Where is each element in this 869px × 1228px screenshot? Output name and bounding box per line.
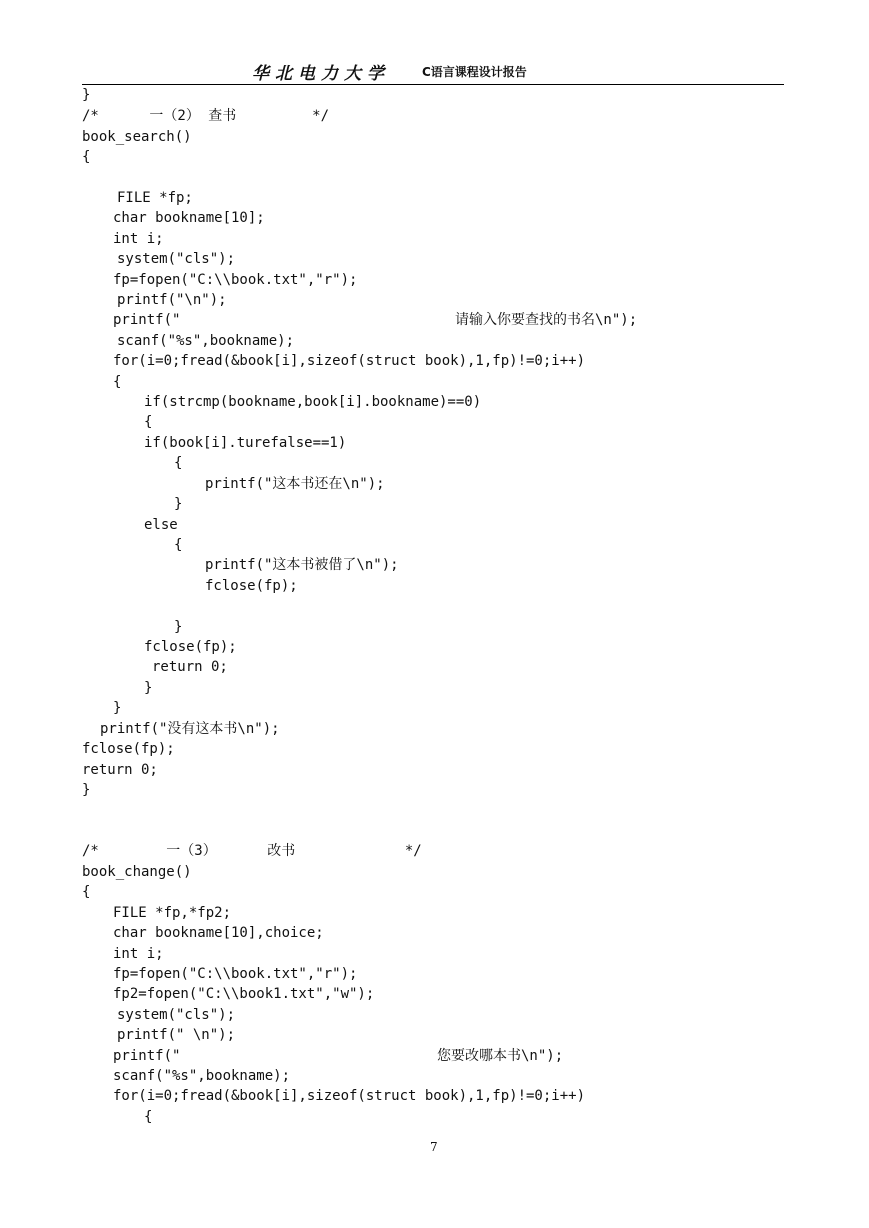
code-line: int i;	[113, 946, 164, 962]
code-line: printf("	[113, 1048, 181, 1064]
code-line: {	[82, 149, 91, 165]
code-line-cont: 请输入你要查找的书名\n");	[455, 312, 638, 328]
code-line: }	[144, 680, 153, 696]
code-line: book_change()	[82, 864, 192, 880]
code-line: printf(" \n");	[117, 1027, 236, 1043]
code-line: printf("没有这本书\n");	[100, 721, 280, 737]
code-line: fclose(fp);	[82, 741, 175, 757]
code-line: /* 一（2） 查书 */	[82, 108, 330, 124]
code-line: int i;	[113, 231, 164, 247]
code-line: fp2=fopen("C:\\book1.txt","w");	[113, 986, 375, 1002]
code-line: char bookname[10];	[113, 210, 265, 226]
code-line: book_search()	[82, 129, 192, 145]
code-line: for(i=0;fread(&book[i],sizeof(struct book),1,fp)!=0;i++)	[113, 1088, 586, 1104]
code-line: char bookname[10],choice;	[113, 925, 324, 941]
code-line: }	[174, 619, 183, 635]
code-line: scanf("%s",bookname);	[117, 333, 295, 349]
code-line: if(book[i].turefalse==1)	[144, 435, 347, 451]
code-line: printf("	[113, 312, 181, 328]
code-line: }	[174, 496, 183, 512]
code-line: }	[113, 700, 122, 716]
report-title: C语言课程设计报告	[422, 65, 527, 79]
code-line-cont: 您要改哪本书\n");	[437, 1048, 564, 1064]
code-line: for(i=0;fread(&book[i],sizeof(struct book),1,fp)!=0;i++)	[113, 353, 586, 369]
code-line: printf("这本书被借了\n");	[205, 557, 399, 573]
code-line: FILE *fp,*fp2;	[113, 905, 232, 921]
page-header	[82, 55, 784, 85]
code-line: {	[174, 537, 183, 553]
code-line: {	[144, 414, 153, 430]
header-rule	[82, 84, 784, 85]
page-number: 7	[430, 1140, 438, 1154]
code-line: return 0;	[82, 762, 158, 778]
code-line: {	[144, 1109, 153, 1125]
code-line: /* 一（3） 改书 */	[82, 843, 422, 859]
code-line: return 0;	[152, 659, 228, 675]
code-line: }	[82, 782, 91, 798]
code-line: }	[82, 87, 91, 103]
code-line: fp=fopen("C:\\book.txt","r");	[113, 966, 358, 982]
code-line: else	[144, 517, 178, 533]
code-line: printf("\n");	[117, 292, 227, 308]
code-line: fclose(fp);	[205, 578, 298, 594]
code-line: FILE *fp;	[117, 190, 193, 206]
code-line: scanf("%s",bookname);	[113, 1068, 291, 1084]
code-line: {	[113, 374, 122, 390]
code-line: fclose(fp);	[144, 639, 237, 655]
code-line: printf("这本书还在\n");	[205, 476, 385, 492]
code-line: system("cls");	[117, 251, 236, 267]
code-line: if(strcmp(bookname,book[i].bookname)==0)	[144, 394, 482, 410]
code-line: {	[82, 884, 91, 900]
university-logo-text: 华北电力大学	[252, 64, 390, 84]
code-line: {	[174, 455, 183, 471]
code-line: fp=fopen("C:\\book.txt","r");	[113, 272, 358, 288]
code-line: system("cls");	[117, 1007, 236, 1023]
